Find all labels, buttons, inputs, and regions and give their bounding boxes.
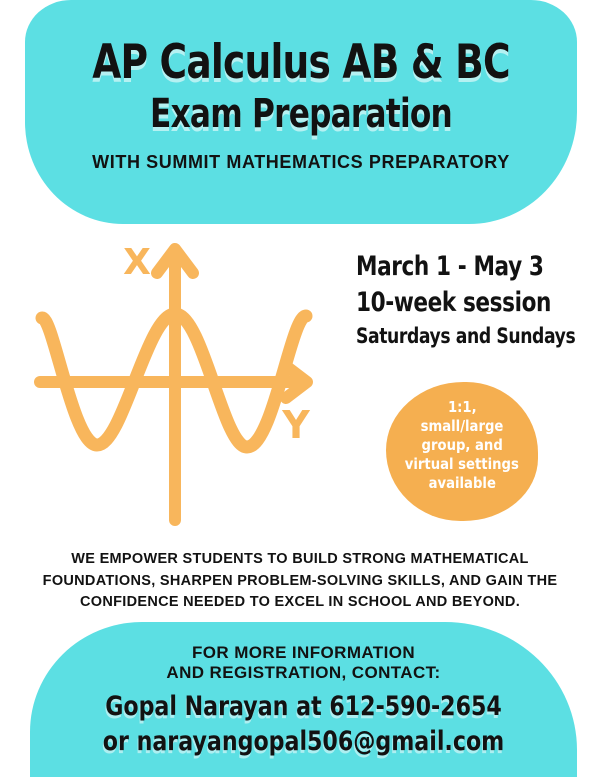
schedule-block (356, 249, 600, 352)
schedule-days: Saturdays and Sundays (356, 324, 576, 348)
formats-bubble (386, 382, 538, 521)
contact-email: or narayangopal506@gmail.com (102, 726, 505, 757)
sine-graph-icon (25, 240, 315, 530)
contact-phone: Gopal Narayan at 612-590-2654 (105, 691, 502, 722)
mission-line: WE EMPOWER STUDENTS TO BUILD STRONG MATHEMATICAL (71, 551, 529, 567)
mission-line: CONFIDENCE NEEDED TO EXCEL IN SCHOOL AND BEYOND. (79, 594, 521, 610)
x-axis-label: X (123, 242, 151, 283)
mission-line: FOUNDATIONS, SHARPEN PROBLEM-SOLVING SKILLS, AND GAIN THE (42, 572, 558, 589)
schedule-duration: 10-week session (356, 287, 552, 318)
page-title-line2: Exam Preparation (150, 91, 452, 137)
schedule-dates: March 1 - May 3 (356, 251, 544, 282)
header-subtitle: WITH SUMMIT MATHEMATICS PREPARATORY (92, 152, 510, 172)
bubble-line: group, and (421, 436, 503, 454)
bubble-line: small/large (420, 417, 504, 435)
bubble-line: virtual settings (404, 455, 520, 473)
bubble-line: 1:1, (447, 398, 477, 416)
mission-statement (0, 549, 600, 614)
contact-banner (30, 622, 577, 777)
y-axis-label: Y (282, 403, 310, 447)
page-title-line1: AP Calculus AB & BC (92, 35, 510, 90)
contact-heading-line1: FOR MORE INFORMATION (192, 643, 415, 662)
header-banner (25, 0, 577, 224)
contact-heading-line2: AND REGISTRATION, CONTACT: (166, 662, 441, 682)
bubble-line: available (428, 474, 496, 492)
